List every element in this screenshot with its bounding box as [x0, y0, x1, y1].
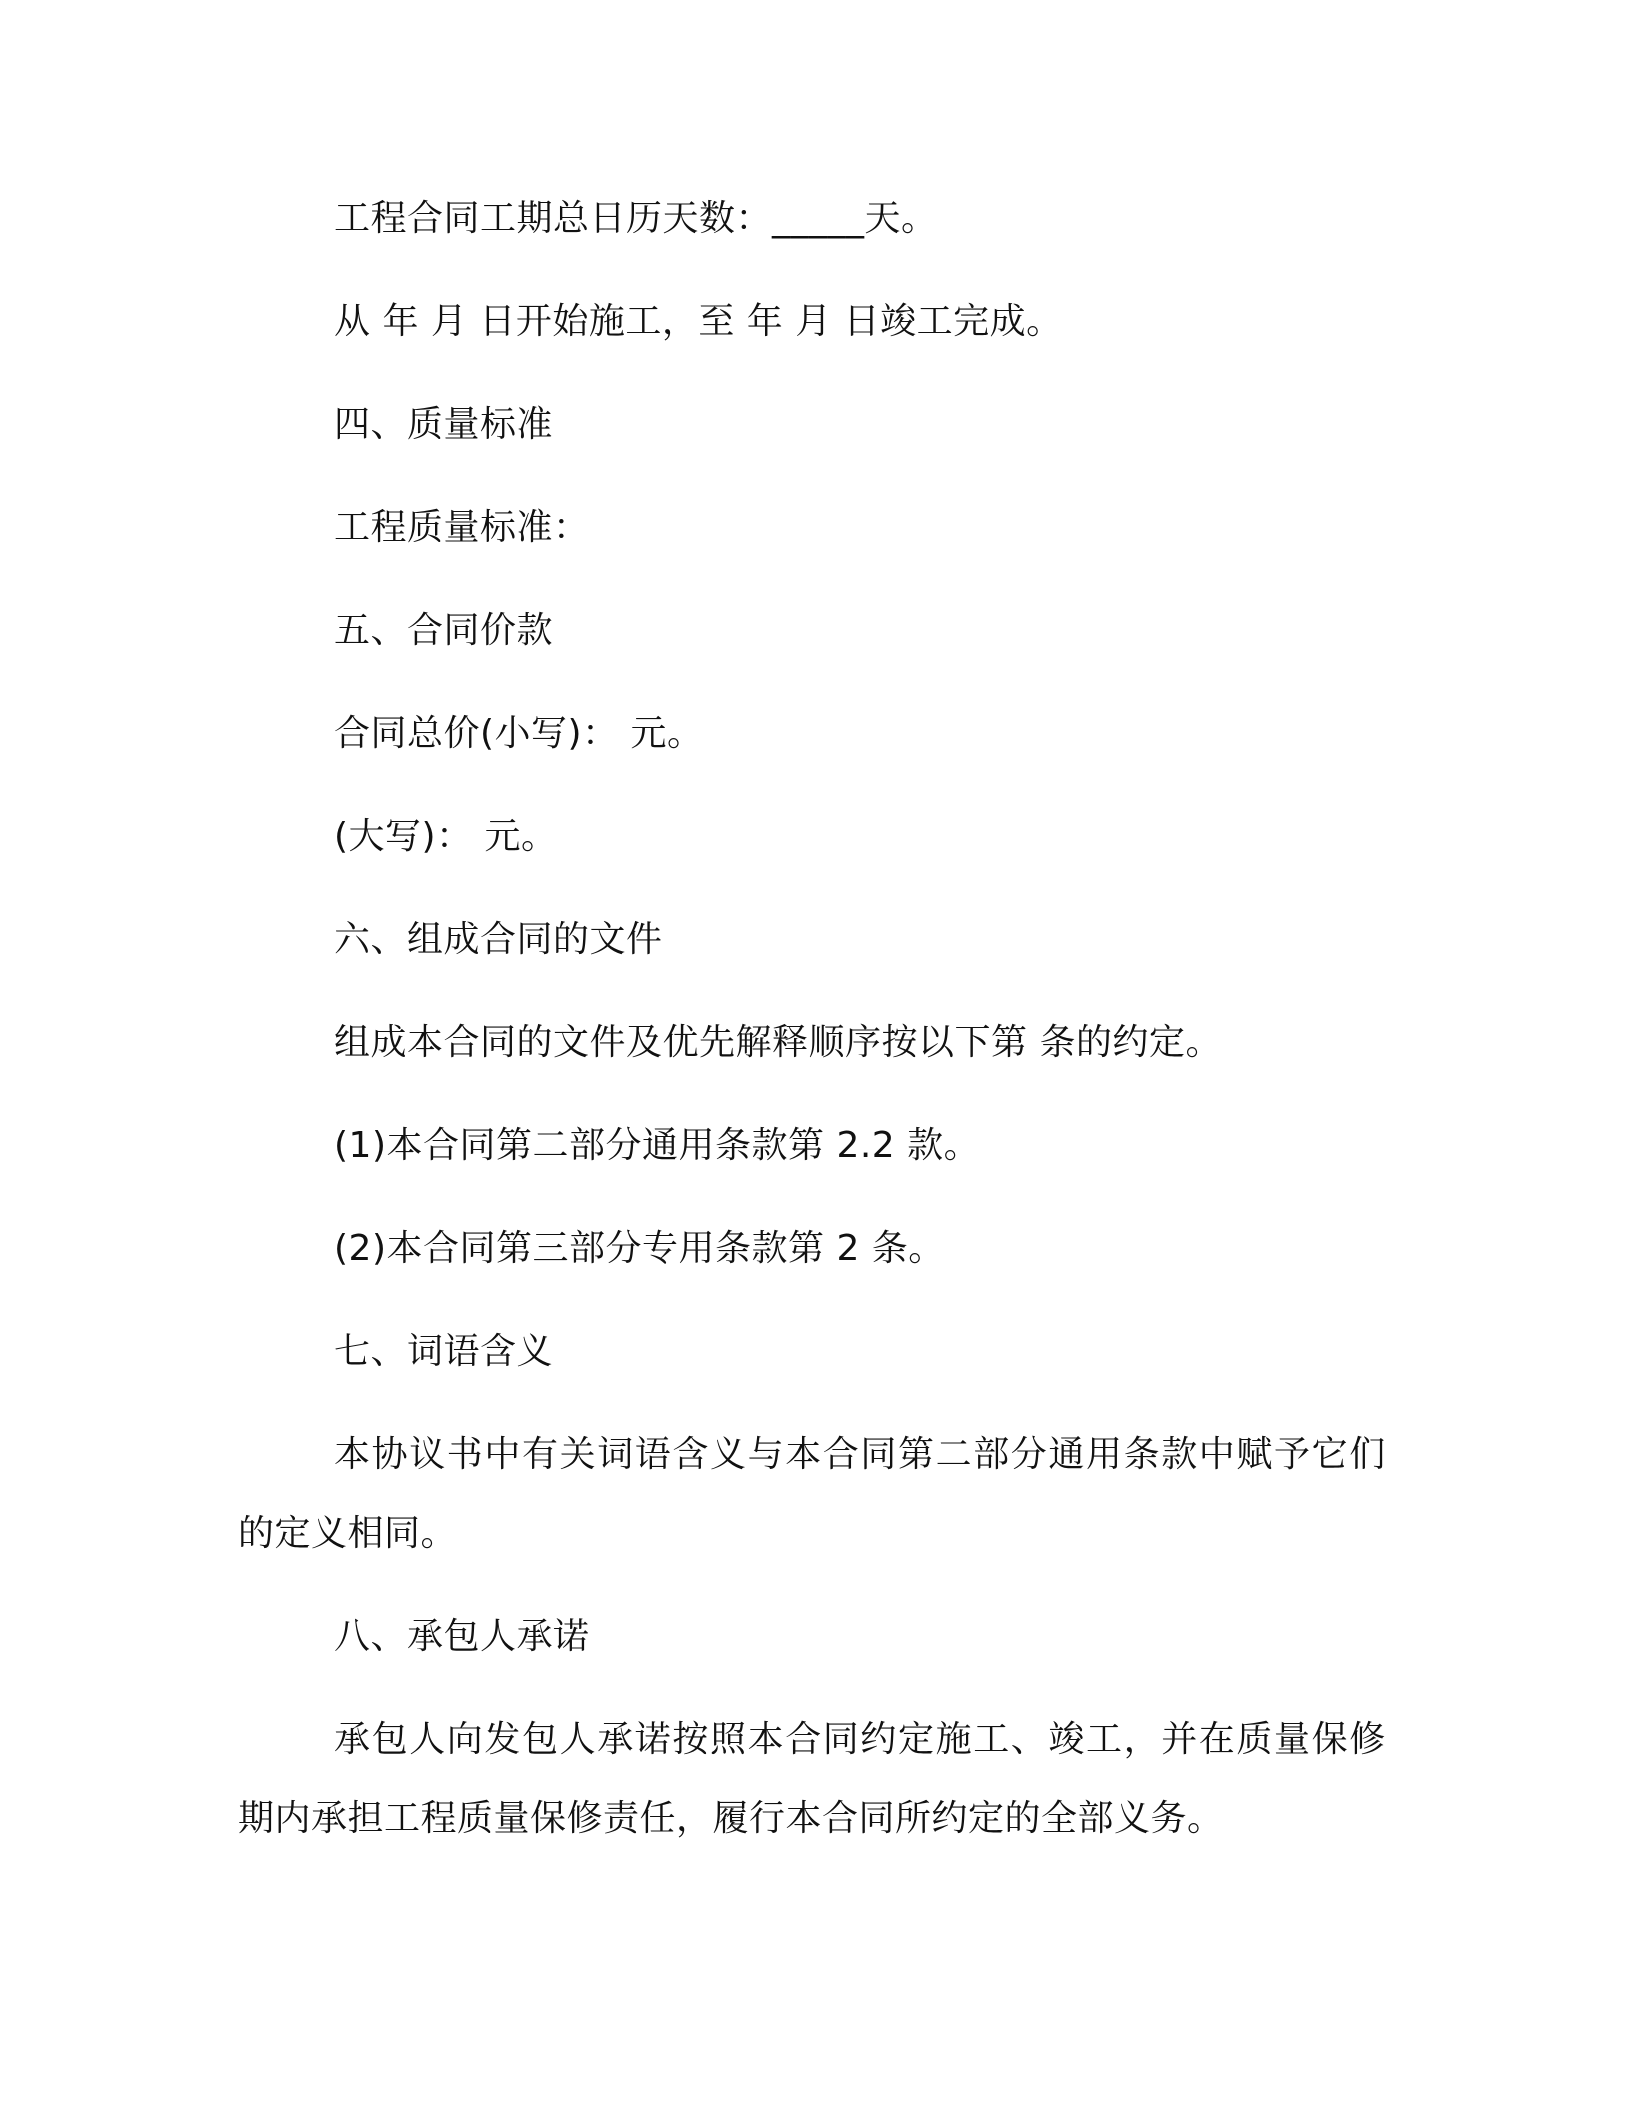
construction-period-days: 工程合同工期总日历天数：_____天。 — [334, 198, 938, 239]
total-price-uppercase: (大写)： 元。 — [334, 816, 558, 857]
commitment-paragraph-line-1: 承包人向发包人承诺按照本合同约定施工、竣工，并在质量保修 — [334, 1719, 1387, 1760]
commitment-paragraph-line-2: 期内承担工程质量保修责任，履行本合同所约定的全部义务。 — [238, 1798, 1224, 1839]
definitions-paragraph-line-1: 本协议书中有关词语含义与本合同第二部分通用条款中赋予它们 — [334, 1434, 1387, 1475]
section-heading-quality-standard: 四、质量标准 — [334, 404, 554, 445]
documents-priority-text: 组成本合同的文件及优先解释顺序按以下第 条的约定。 — [334, 1022, 1222, 1063]
total-price-lowercase: 合同总价(小写)： 元。 — [334, 713, 704, 754]
section-heading-definitions: 七、词语含义 — [334, 1331, 554, 1372]
definitions-paragraph-line-2: 的定义相同。 — [238, 1513, 458, 1554]
document-item-1: (1)本合同第二部分通用条款第 2.2 款。 — [334, 1125, 981, 1166]
section-heading-contract-documents: 六、组成合同的文件 — [334, 919, 663, 960]
construction-start-end-dates: 从 年 月 日开始施工，至 年 月 日竣工完成。 — [334, 301, 1063, 342]
section-heading-contract-price: 五、合同价款 — [334, 610, 554, 651]
document-item-2: (2)本合同第三部分专用条款第 2 条。 — [334, 1228, 945, 1269]
section-heading-contractor-commitment: 八、承包人承诺 — [334, 1616, 590, 1657]
quality-standard-field: 工程质量标准： — [334, 507, 590, 548]
